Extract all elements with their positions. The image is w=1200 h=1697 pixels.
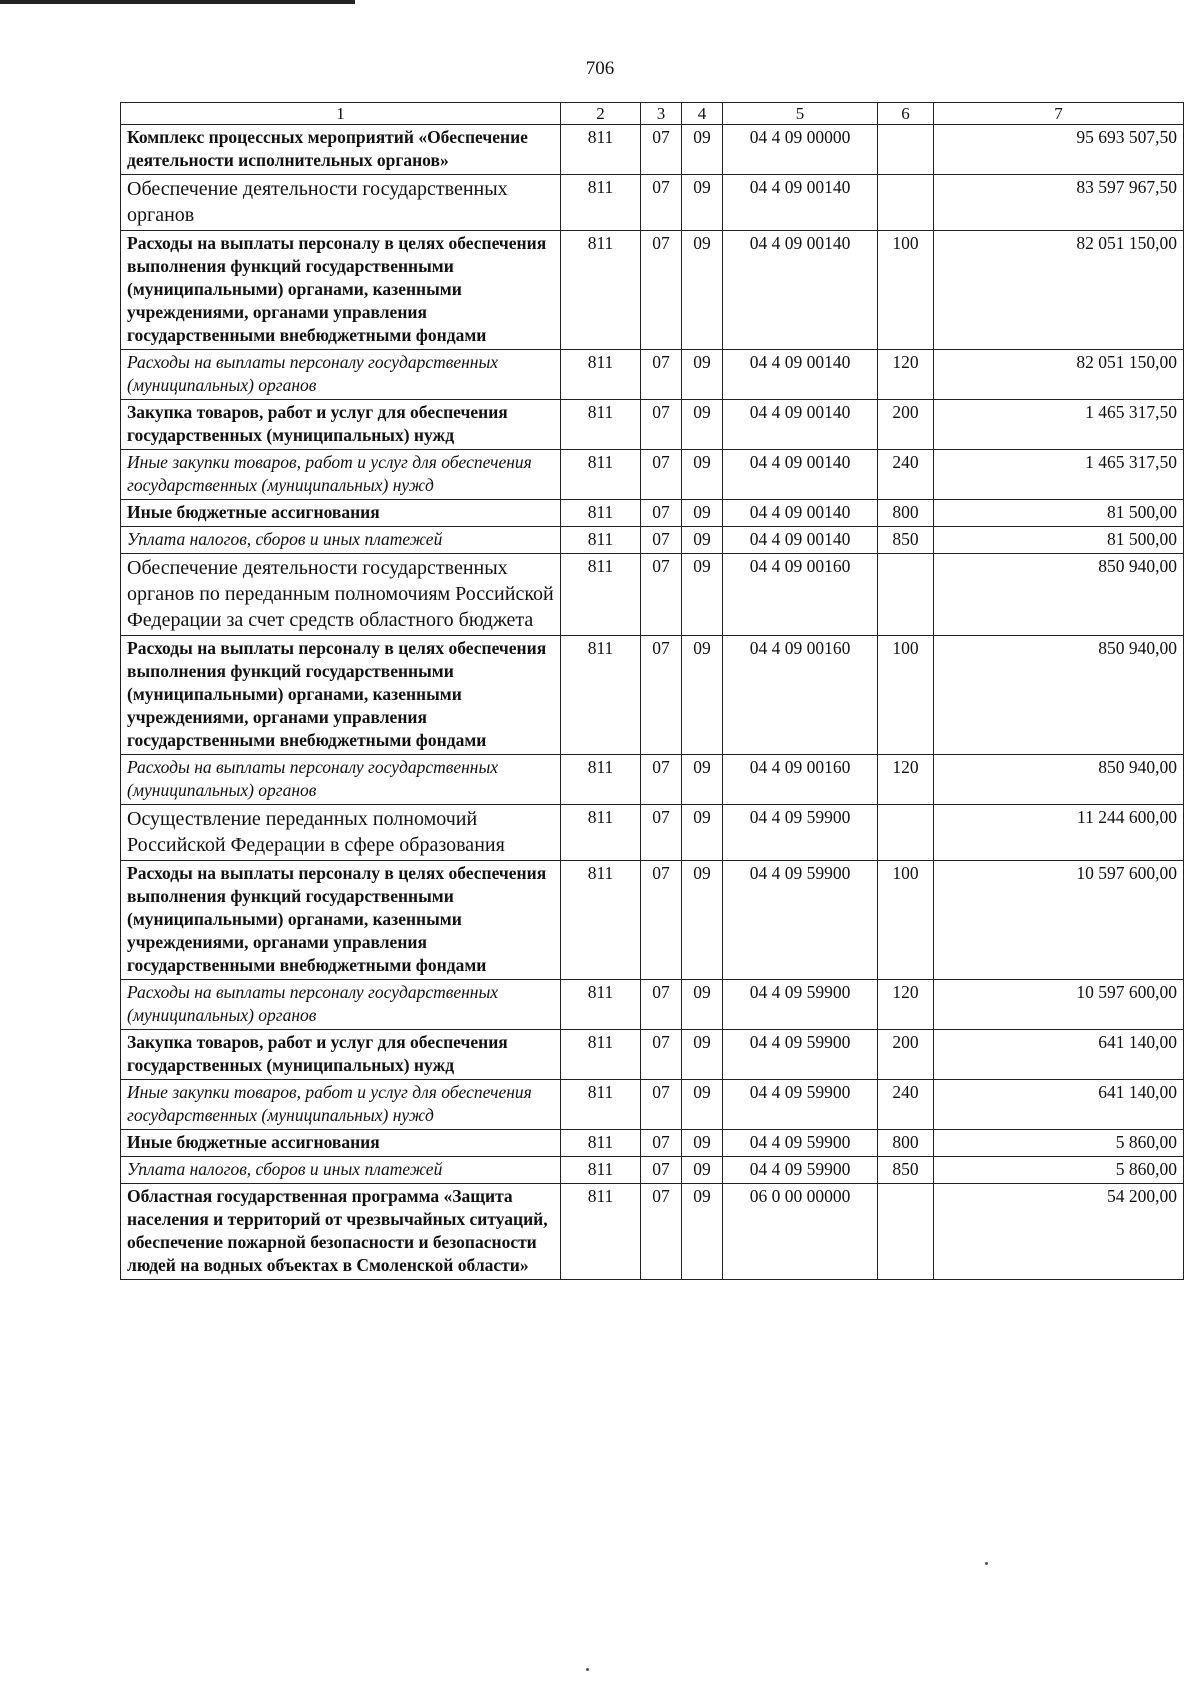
subsection-cell: 09 xyxy=(682,755,723,805)
target-article-cell: 04 4 09 59900 xyxy=(723,861,878,980)
target-article-cell: 04 4 09 59900 xyxy=(723,980,878,1030)
expense-type-cell: 120 xyxy=(878,350,934,400)
subsection-cell: 09 xyxy=(682,175,723,231)
expense-type-cell: 200 xyxy=(878,400,934,450)
table-row xyxy=(121,125,1184,175)
scan-speck xyxy=(586,1668,589,1671)
subsection-cell: 09 xyxy=(682,1184,723,1280)
expense-type-cell xyxy=(878,125,934,175)
expense-type-cell: 240 xyxy=(878,450,934,500)
scan-speck xyxy=(985,1562,988,1565)
row-name-cell: Обеспечение деятельности государственных органов по переданным полномочиям Российской Федерации за счет средств областного бюджета xyxy=(121,554,561,636)
admin-code-cell: 811 xyxy=(561,1184,641,1280)
expense-type-cell: 100 xyxy=(878,861,934,980)
section-cell: 07 xyxy=(641,450,682,500)
expense-type-cell: 200 xyxy=(878,1030,934,1080)
table-row xyxy=(121,231,1184,350)
header-cell: 1 xyxy=(121,103,561,125)
section-cell: 07 xyxy=(641,231,682,350)
row-name-cell: Расходы на выплаты персоналу государственных (муниципальных) органов xyxy=(121,755,561,805)
amount-cell: 850 940,00 xyxy=(934,636,1184,755)
page-number: 706 xyxy=(585,58,615,79)
subsection-cell: 09 xyxy=(682,450,723,500)
admin-code-cell: 811 xyxy=(561,755,641,805)
amount-cell: 81 500,00 xyxy=(934,500,1184,527)
admin-code-cell: 811 xyxy=(561,175,641,231)
section-cell: 07 xyxy=(641,175,682,231)
section-cell: 07 xyxy=(641,1130,682,1157)
header-cell: 4 xyxy=(682,103,723,125)
target-article-cell: 04 4 09 00140 xyxy=(723,450,878,500)
amount-cell: 1 465 317,50 xyxy=(934,400,1184,450)
subsection-cell: 09 xyxy=(682,350,723,400)
admin-code-cell: 811 xyxy=(561,527,641,554)
expense-type-cell: 120 xyxy=(878,755,934,805)
amount-cell: 10 597 600,00 xyxy=(934,861,1184,980)
table-row xyxy=(121,1184,1184,1280)
target-article-cell: 04 4 09 00000 xyxy=(723,125,878,175)
target-article-cell: 04 4 09 00160 xyxy=(723,755,878,805)
target-article-cell: 04 4 09 00140 xyxy=(723,175,878,231)
table-row xyxy=(121,1030,1184,1080)
target-article-cell: 04 4 09 00140 xyxy=(723,350,878,400)
target-article-cell: 04 4 09 00140 xyxy=(723,527,878,554)
expense-type-cell xyxy=(878,805,934,861)
target-article-cell: 04 4 09 59900 xyxy=(723,1157,878,1184)
row-name-cell: Закупка товаров, работ и услуг для обеспечения государственных (муниципальных) нужд xyxy=(121,400,561,450)
amount-cell: 641 140,00 xyxy=(934,1080,1184,1130)
table-row xyxy=(121,350,1184,400)
section-cell: 07 xyxy=(641,636,682,755)
admin-code-cell: 811 xyxy=(561,636,641,755)
row-name-cell: Иные бюджетные ассигнования xyxy=(121,500,561,527)
row-name-cell: Комплекс процессных мероприятий «Обеспечение деятельности исполнительных органов» xyxy=(121,125,561,175)
table-row xyxy=(121,755,1184,805)
row-name-cell: Уплата налогов, сборов и иных платежей xyxy=(121,1157,561,1184)
expense-type-cell xyxy=(878,175,934,231)
expense-type-cell: 100 xyxy=(878,636,934,755)
amount-cell: 1 465 317,50 xyxy=(934,450,1184,500)
row-name-cell: Иные закупки товаров, работ и услуг для обеспечения государственных (муниципальных) нужд xyxy=(121,1080,561,1130)
amount-cell: 850 940,00 xyxy=(934,554,1184,636)
subsection-cell: 09 xyxy=(682,1080,723,1130)
row-name-cell: Иные закупки товаров, работ и услуг для обеспечения государственных (муниципальных) нужд xyxy=(121,450,561,500)
admin-code-cell: 811 xyxy=(561,231,641,350)
target-article-cell: 04 4 09 59900 xyxy=(723,1130,878,1157)
table-row xyxy=(121,861,1184,980)
row-name-cell: Уплата налогов, сборов и иных платежей xyxy=(121,527,561,554)
table-row xyxy=(121,636,1184,755)
expense-type-cell: 800 xyxy=(878,1130,934,1157)
row-name-cell: Расходы на выплаты персоналу в целях обеспечения выполнения функций государственными (муниципальными) органами, казенными учреждениями, органами управления государственными внебюджетными фондами xyxy=(121,231,561,350)
subsection-cell: 09 xyxy=(682,1030,723,1080)
subsection-cell: 09 xyxy=(682,400,723,450)
table-row xyxy=(121,450,1184,500)
admin-code-cell: 811 xyxy=(561,861,641,980)
admin-code-cell: 811 xyxy=(561,554,641,636)
admin-code-cell: 811 xyxy=(561,1157,641,1184)
expense-type-cell: 120 xyxy=(878,980,934,1030)
row-name-cell: Расходы на выплаты персоналу в целях обеспечения выполнения функций государственными (муниципальными) органами, казенными учреждениями, органами управления государственными внебюджетными фондами xyxy=(121,636,561,755)
row-name-cell: Расходы на выплаты персоналу государственных (муниципальных) органов xyxy=(121,350,561,400)
row-name-cell: Обеспечение деятельности государственных органов xyxy=(121,175,561,231)
target-article-cell: 04 4 09 00160 xyxy=(723,554,878,636)
admin-code-cell: 811 xyxy=(561,500,641,527)
row-name-cell: Закупка товаров, работ и услуг для обеспечения государственных (муниципальных) нужд xyxy=(121,1030,561,1080)
admin-code-cell: 811 xyxy=(561,125,641,175)
budget-table xyxy=(120,102,1184,1280)
expense-type-cell: 240 xyxy=(878,1080,934,1130)
admin-code-cell: 811 xyxy=(561,1130,641,1157)
amount-cell: 81 500,00 xyxy=(934,527,1184,554)
subsection-cell: 09 xyxy=(682,554,723,636)
subsection-cell: 09 xyxy=(682,636,723,755)
section-cell: 07 xyxy=(641,350,682,400)
expense-type-cell xyxy=(878,1184,934,1280)
target-article-cell: 04 4 09 59900 xyxy=(723,1030,878,1080)
amount-cell: 10 597 600,00 xyxy=(934,980,1184,1030)
target-article-cell: 04 4 09 00140 xyxy=(723,400,878,450)
subsection-cell: 09 xyxy=(682,980,723,1030)
expense-type-cell: 100 xyxy=(878,231,934,350)
expense-type-cell xyxy=(878,554,934,636)
subsection-cell: 09 xyxy=(682,125,723,175)
row-name-cell: Областная государственная программа «Защита населения и территорий от чрезвычайных ситуаций, обеспечение пожарной безопасности и безопасности людей на водных объектах в Смоленской области» xyxy=(121,1184,561,1280)
row-name-cell: Иные бюджетные ассигнования xyxy=(121,1130,561,1157)
admin-code-cell: 811 xyxy=(561,805,641,861)
header-cell: 3 xyxy=(641,103,682,125)
subsection-cell: 09 xyxy=(682,861,723,980)
admin-code-cell: 811 xyxy=(561,350,641,400)
amount-cell: 83 597 967,50 xyxy=(934,175,1184,231)
subsection-cell: 09 xyxy=(682,500,723,527)
admin-code-cell: 811 xyxy=(561,1080,641,1130)
amount-cell: 82 051 150,00 xyxy=(934,231,1184,350)
section-cell: 07 xyxy=(641,554,682,636)
expense-type-cell: 850 xyxy=(878,527,934,554)
section-cell: 07 xyxy=(641,400,682,450)
target-article-cell: 04 4 09 00160 xyxy=(723,636,878,755)
table-row xyxy=(121,1130,1184,1157)
table-row xyxy=(121,1080,1184,1130)
table-row xyxy=(121,175,1184,231)
section-cell: 07 xyxy=(641,1080,682,1130)
admin-code-cell: 811 xyxy=(561,450,641,500)
header-cell: 5 xyxy=(723,103,878,125)
table-row xyxy=(121,400,1184,450)
expense-type-cell: 850 xyxy=(878,1157,934,1184)
subsection-cell: 09 xyxy=(682,805,723,861)
section-cell: 07 xyxy=(641,755,682,805)
target-article-cell: 04 4 09 59900 xyxy=(723,805,878,861)
subsection-cell: 09 xyxy=(682,231,723,350)
section-cell: 07 xyxy=(641,527,682,554)
subsection-cell: 09 xyxy=(682,1157,723,1184)
section-cell: 07 xyxy=(641,500,682,527)
amount-cell: 850 940,00 xyxy=(934,755,1184,805)
amount-cell: 95 693 507,50 xyxy=(934,125,1184,175)
top-border-rule xyxy=(0,0,355,4)
target-article-cell: 04 4 09 00140 xyxy=(723,231,878,350)
section-cell: 07 xyxy=(641,1030,682,1080)
table-row xyxy=(121,527,1184,554)
row-name-cell: Осуществление переданных полномочий Российской Федерации в сфере образования xyxy=(121,805,561,861)
table-row xyxy=(121,805,1184,861)
table-row xyxy=(121,500,1184,527)
target-article-cell: 06 0 00 00000 xyxy=(723,1184,878,1280)
admin-code-cell: 811 xyxy=(561,1030,641,1080)
amount-cell: 54 200,00 xyxy=(934,1184,1184,1280)
target-article-cell: 04 4 09 59900 xyxy=(723,1080,878,1130)
section-cell: 07 xyxy=(641,980,682,1030)
admin-code-cell: 811 xyxy=(561,980,641,1030)
amount-cell: 641 140,00 xyxy=(934,1030,1184,1080)
section-cell: 07 xyxy=(641,125,682,175)
amount-cell: 5 860,00 xyxy=(934,1130,1184,1157)
table-row xyxy=(121,1157,1184,1184)
target-article-cell: 04 4 09 00140 xyxy=(723,500,878,527)
table-row xyxy=(121,554,1184,636)
amount-cell: 82 051 150,00 xyxy=(934,350,1184,400)
header-row xyxy=(121,103,1184,125)
section-cell: 07 xyxy=(641,1157,682,1184)
header-cell: 6 xyxy=(878,103,934,125)
row-name-cell: Расходы на выплаты персоналу в целях обеспечения выполнения функций государственными (муниципальными) органами, казенными учреждениями, органами управления государственными внебюджетными фондами xyxy=(121,861,561,980)
amount-cell: 5 860,00 xyxy=(934,1157,1184,1184)
admin-code-cell: 811 xyxy=(561,400,641,450)
section-cell: 07 xyxy=(641,861,682,980)
section-cell: 07 xyxy=(641,805,682,861)
expense-type-cell: 800 xyxy=(878,500,934,527)
amount-cell: 11 244 600,00 xyxy=(934,805,1184,861)
section-cell: 07 xyxy=(641,1184,682,1280)
subsection-cell: 09 xyxy=(682,1130,723,1157)
table-row xyxy=(121,980,1184,1030)
header-cell: 7 xyxy=(934,103,1184,125)
header-cell: 2 xyxy=(561,103,641,125)
row-name-cell: Расходы на выплаты персоналу государственных (муниципальных) органов xyxy=(121,980,561,1030)
subsection-cell: 09 xyxy=(682,527,723,554)
